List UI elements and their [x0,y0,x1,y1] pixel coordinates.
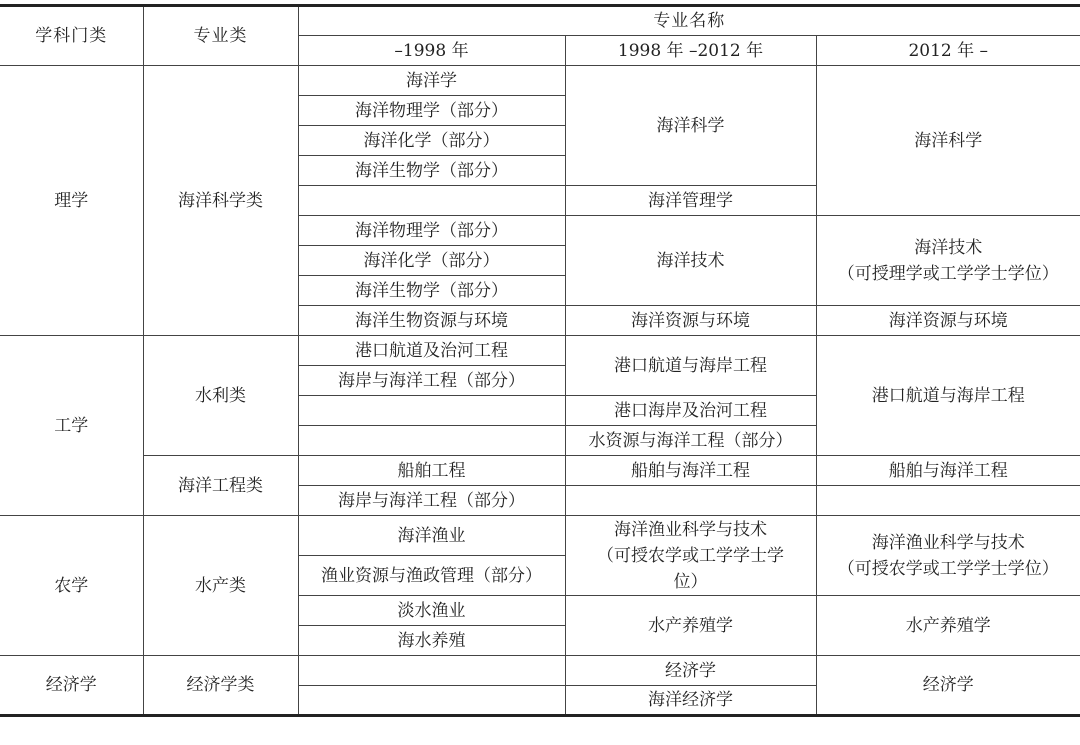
empty-cell [298,656,565,686]
major-cell: 海洋资源与环境 [816,306,1080,336]
header-period-1: –1998 年 [298,36,565,66]
major-cell: 海岸与海洋工程（部分） [298,366,565,396]
major-cell: 船舶工程 [298,456,565,486]
major-cell: 港口航道及治河工程 [298,336,565,366]
discipline-cell: 理学 [0,66,143,336]
major-line-note: （可授农学或工学学士学位） [837,558,1059,579]
major-line-note: （可授理学或工学学士学位） [837,263,1059,284]
major-cell: 海洋管理学 [565,186,816,216]
major-cell: 经济学 [565,656,816,686]
major-cell: 海洋技术 [565,216,816,306]
empty-cell [298,396,565,426]
major-line: 海洋技术 [914,237,983,258]
empty-cell [298,426,565,456]
major-cell: 海洋经济学 [565,686,816,716]
header-period-2: 1998 年 –2012 年 [565,36,816,66]
major-cell: 海岸与海洋工程（部分） [298,486,565,516]
major-cell-multiline [816,216,1080,306]
empty-cell [816,486,1080,516]
header-major-name: 专业名称 [298,6,1080,36]
major-cell: 海洋资源与环境 [565,306,816,336]
major-cell: 船舶与海洋工程 [816,456,1080,486]
major-cell: 水资源与海洋工程（部分） [565,426,816,456]
major-line-note: （可授农学或工学学士学 [597,545,784,566]
major-cell: 船舶与海洋工程 [565,456,816,486]
major-cell: 海洋物理学（部分） [298,96,565,126]
major-line-note: 位） [673,571,708,592]
empty-cell [565,486,816,516]
major-cell-multiline [565,516,816,596]
major-cell: 海洋学 [298,66,565,96]
category-cell: 经济学类 [143,656,298,716]
major-cell: 海洋化学（部分） [298,126,565,156]
discipline-cell: 农学 [0,516,143,656]
header-period-3: 2012 年 – [816,36,1080,66]
empty-cell [298,186,565,216]
major-cell-multiline [816,516,1080,596]
empty-cell [298,686,565,716]
table-row [0,456,1080,486]
major-history-table [0,4,1080,717]
major-cell: 港口航道与海岸工程 [565,336,816,396]
major-line: 海洋渔业科学与技术 [614,519,767,540]
major-cell: 海洋生物资源与环境 [298,306,565,336]
major-cell: 海洋物理学（部分） [298,216,565,246]
header-category: 专业类 [143,6,298,66]
major-cell: 海洋化学（部分） [298,246,565,276]
major-cell: 海洋生物学（部分） [298,276,565,306]
header-discipline: 学科门类 [0,6,143,66]
major-cell: 水产养殖学 [816,596,1080,656]
header-row [0,6,1080,36]
table-row [0,66,1080,96]
major-cell: 经济学 [816,656,1080,716]
major-cell: 海洋生物学（部分） [298,156,565,186]
table-row [0,656,1080,686]
major-cell: 海洋科学 [816,66,1080,216]
major-line: 海洋渔业科学与技术 [871,532,1025,553]
discipline-cell: 经济学 [0,656,143,716]
major-cell: 海水养殖 [298,626,565,656]
category-cell: 水利类 [143,336,298,456]
category-cell: 海洋科学类 [143,66,298,336]
table-row [0,336,1080,366]
category-cell: 水产类 [143,516,298,656]
major-cell: 港口航道与海岸工程 [816,336,1080,456]
major-cell: 海洋渔业 [298,516,565,556]
major-cell: 淡水渔业 [298,596,565,626]
category-cell: 海洋工程类 [143,456,298,516]
major-cell: 水产养殖学 [565,596,816,656]
major-cell: 渔业资源与渔政管理（部分） [298,556,565,596]
table-row [0,516,1080,556]
major-cell: 海洋科学 [565,66,816,186]
major-cell: 港口海岸及治河工程 [565,396,816,426]
discipline-cell: 工学 [0,336,143,516]
